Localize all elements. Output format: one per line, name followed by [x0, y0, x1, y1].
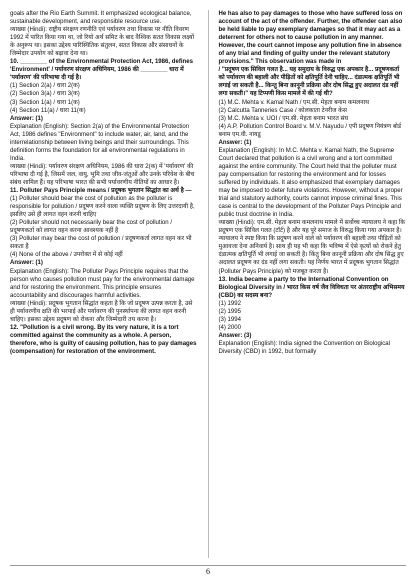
- paragraph: Explanation (English): Section 2(a) of the Environmental Protection Act, 1986 defines "Environment" to include water, air, land, and the interrelationship between living beings and their surroundings. This definition forms the foundation for all environmental regulations in India.: [10, 123, 190, 162]
- paragraph: Answer: (3): [218, 332, 252, 339]
- paragraph: व्याख्या (Hindi): पर्यावरण संरक्षण अधिनियम, 1986 की धारा 2(क) में 'पर्यावरण' की परिभाषा दी गई है, जिसमें जल, वायु, भूमि तथा जीव-जंतुओं और उनके परिवेश के बीच संबंध शामिल हैं। यह परिभाषा भारत की सभी पर्यावरणीय नीतियों का आधार है।: [10, 163, 195, 186]
- page-number: 6: [206, 567, 210, 576]
- paragraph: व्याख्या (Hindi): प्रदूषक भुगतान सिद्धांत कहता है कि जो प्रदूषण उत्पन्न करता है, उसे ही पर्यावरणीय क्षति की भरपाई और पर्यावरण की पुनर्स्थापना की लागत वहन करनी चाहिए। इसका उद्देश्य प्रदूषण को रोकना और जिम्मेदारी तय करना है।: [10, 300, 193, 323]
- paragraph: 12. "Pollution is a civil wrong. By its very nature, it is a tort committed against the community as a whole. A person, therefore, who is guilty of causing pollution, has to pay damages (compensation) for restoration of the environment.: [10, 324, 197, 355]
- paragraph: goals after the Rio Earth Summit. It emphasized ecological balance, sustainable development, and responsible resource use.: [10, 11, 192, 26]
- paragraph: (4) None of the above / उपरोक्त में से कोई नहीं: [10, 252, 123, 259]
- paragraph: (2) Polluter should not necessarily bear the cost of pollution / प्रदूषणकर्ता को लागत वहन करना आवश्यक नहीं है: [10, 220, 173, 235]
- paragraph: 11. Polluter Pays Principle means / प्रदूषक भुगतान सिद्धांत का अर्थ है —: [10, 188, 192, 195]
- paragraph: (1) Section 2(a) / धारा 2(क): [10, 83, 80, 90]
- column-divider: [208, 10, 209, 558]
- paragraph: (4) Section 11(a) / धारा 11(क): [10, 107, 86, 114]
- two-column-body: [10, 10, 406, 558]
- paragraph: (3) Section 1(a) / धारा 1(क): [10, 99, 80, 106]
- paragraph: He has also to pay damages to those who have suffered loss on account of the act of the offender. Further, the offender can also be held liable to pay exemplary damages so that it may act as a deterrent for others not to cause pollution in any manner. However, the court cannot impose any pollution fine in absence of any trial and finding of guilty under the relevant statutory provisions." This observation was made in: [218, 11, 403, 66]
- paragraph: Explanation (English): India signed the Convention on Biological Diversity (CBD) in 1992, but formally: [218, 340, 390, 355]
- paragraph: Explanation (English): In M.C. Mehta v. Kamal Nath, the Supreme Court declared that pollution is a civil wrong and a tort committed against the entire community. The Court held that the polluter must pay compensation for restoring the environment and for losses suffered by individuals. It also emphasized that exemplary damages may be imposed to deter future violations. However, without a proper trial and statutory authority, courts cannot impose criminal fines. This case is central to the development of the Polluter Pays Principle and public trust doctrine in India.: [218, 147, 403, 219]
- paragraph: 13. India became a party to the International Convention on Biological Diversity in / भारत किस वर्ष जैव विविधता पर अंतरराष्ट्रीय अभिसमय (CBD) का सदस्य बना?: [218, 276, 405, 299]
- left-column: [10, 10, 198, 558]
- paragraph: (1) Polluter should bear the cost of pollution as the polluter is responsible for pollution / प्रदूषण करने वाला व्यक्ति प्रदूषण के लिए उत्तरदायी है, इसलिए उसे ही लागत वहन करनी चाहिए: [10, 196, 195, 219]
- paragraph: (1) M.C. Mehta v. Kamal Nath / एम.सी. मेहता बनाम कमलनाथ: [218, 99, 370, 106]
- right-column: [218, 10, 406, 558]
- paragraph: (2) Calcutta Tanneries Case / कोलकाता टेनरीज केस: [218, 107, 347, 114]
- paragraph: (2) 1995: [218, 308, 242, 315]
- paragraph: Answer: (1): [10, 260, 43, 267]
- paragraph: (4) 2000: [218, 324, 242, 331]
- paragraph: Explanation (English): The Polluter Pays Principle requires that the person who causes pollution must pay for the environmental damage and for restoring the environment. This principle ensures accountability and discourages harmful activities.: [10, 268, 195, 299]
- paragraph: व्याख्या (Hindi): राष्ट्रीय संरक्षण रणनीति एवं पर्यावरण तथा विकास पर नीति विवरण 1992 में पारित किया गया था, जो रियो अर्थ समिट के बाद वैश्विक सतत विकास लक्ष्यों के अनुरूप था। इसका उद्देश्य पारिस्थितिक संतुलन, सतत विकास और संसाधनों के जिम्मेदार उपयोग को बढ़ावा देना था।: [10, 27, 195, 58]
- page-footer: [10, 565, 406, 578]
- paragraph: Answer: (1): [218, 139, 252, 146]
- paragraph: व्याख्या (Hindi): एम.सी. मेहता बनाम कमलनाथ मामले में सर्वोच्च न्यायालय ने कहा कि प्रदूषण एक सिविल गलत (टॉर्ट) है और यह पूरे समाज के विरुद्ध किया गया अपकार है। न्यायालय ने स्पष्ट किया कि प्रदूषण करने वाले को पर्यावरण की बहाली तथा पीड़ितों को मुआवजा देना अनिवार्य है। साथ ही यह भी कहा कि भविष्य में ऐसे कृत्यों को रोकने हेतु दंडात्मक क्षतिपूर्ति भी लगाई जा सकती है। किंतु बिना क़ानूनी प्रक्रिया और दोष सिद्ध हुए अदालत प्रदूषण का दंड नहीं लगा सकती। यह निर्णय भारत में प्रदूषक भुगतान सिद्धांत (Polluter Pays Principle) को मजबूत करता है।: [218, 220, 406, 275]
- paragraph: / "प्रदूषण एक सिविल गलत है... यह समुदाय के विरुद्ध एक अपकार है... प्रदूषणकर्ता को पर्यावरण की बहाली और पीड़ितों को क्षतिपूर्ति देनी चाहिए... दंडात्मक क्षतिपूर्ति भी लगाई जा सकती है... किन्तु बिना क़ानूनी प्रक्रिया और दोष सिद्ध हुए अदालत दंड नहीं लगा सकती।" यह टिप्पणी किस मामले में की गई थी?: [218, 67, 400, 98]
- paragraph: (3) 1994: [218, 316, 242, 323]
- paragraph: (2) Section 3(a) / धारा 3(क): [10, 91, 80, 98]
- paragraph: (3) M.C. Mehta v. UOI / एम.सी. मेहता बनाम भारत संघ: [218, 115, 349, 122]
- paragraph: (1) 1992: [218, 300, 242, 307]
- paragraph: (3) Polluter may bear the cost of pollution / प्रदूषणकर्ता लागत वहन कर भी सकता है: [10, 236, 192, 251]
- paragraph: 10. ________ of the Environmental Protection Act, 1986, defines 'Environment' / पर्यावरण संरक्षण अधिनियम, 1986 की ________ धारा में 'पर्यावरण' की परिभाषा दी गई है।: [10, 59, 193, 82]
- paragraph: Answer: (1): [10, 115, 43, 122]
- paragraph: (4) A.P. Pollution Control Board v. M.V. Nayudu / एपी प्रदूषण नियंत्रण बोर्ड बनाम एम.वी. नायडू: [218, 123, 402, 138]
